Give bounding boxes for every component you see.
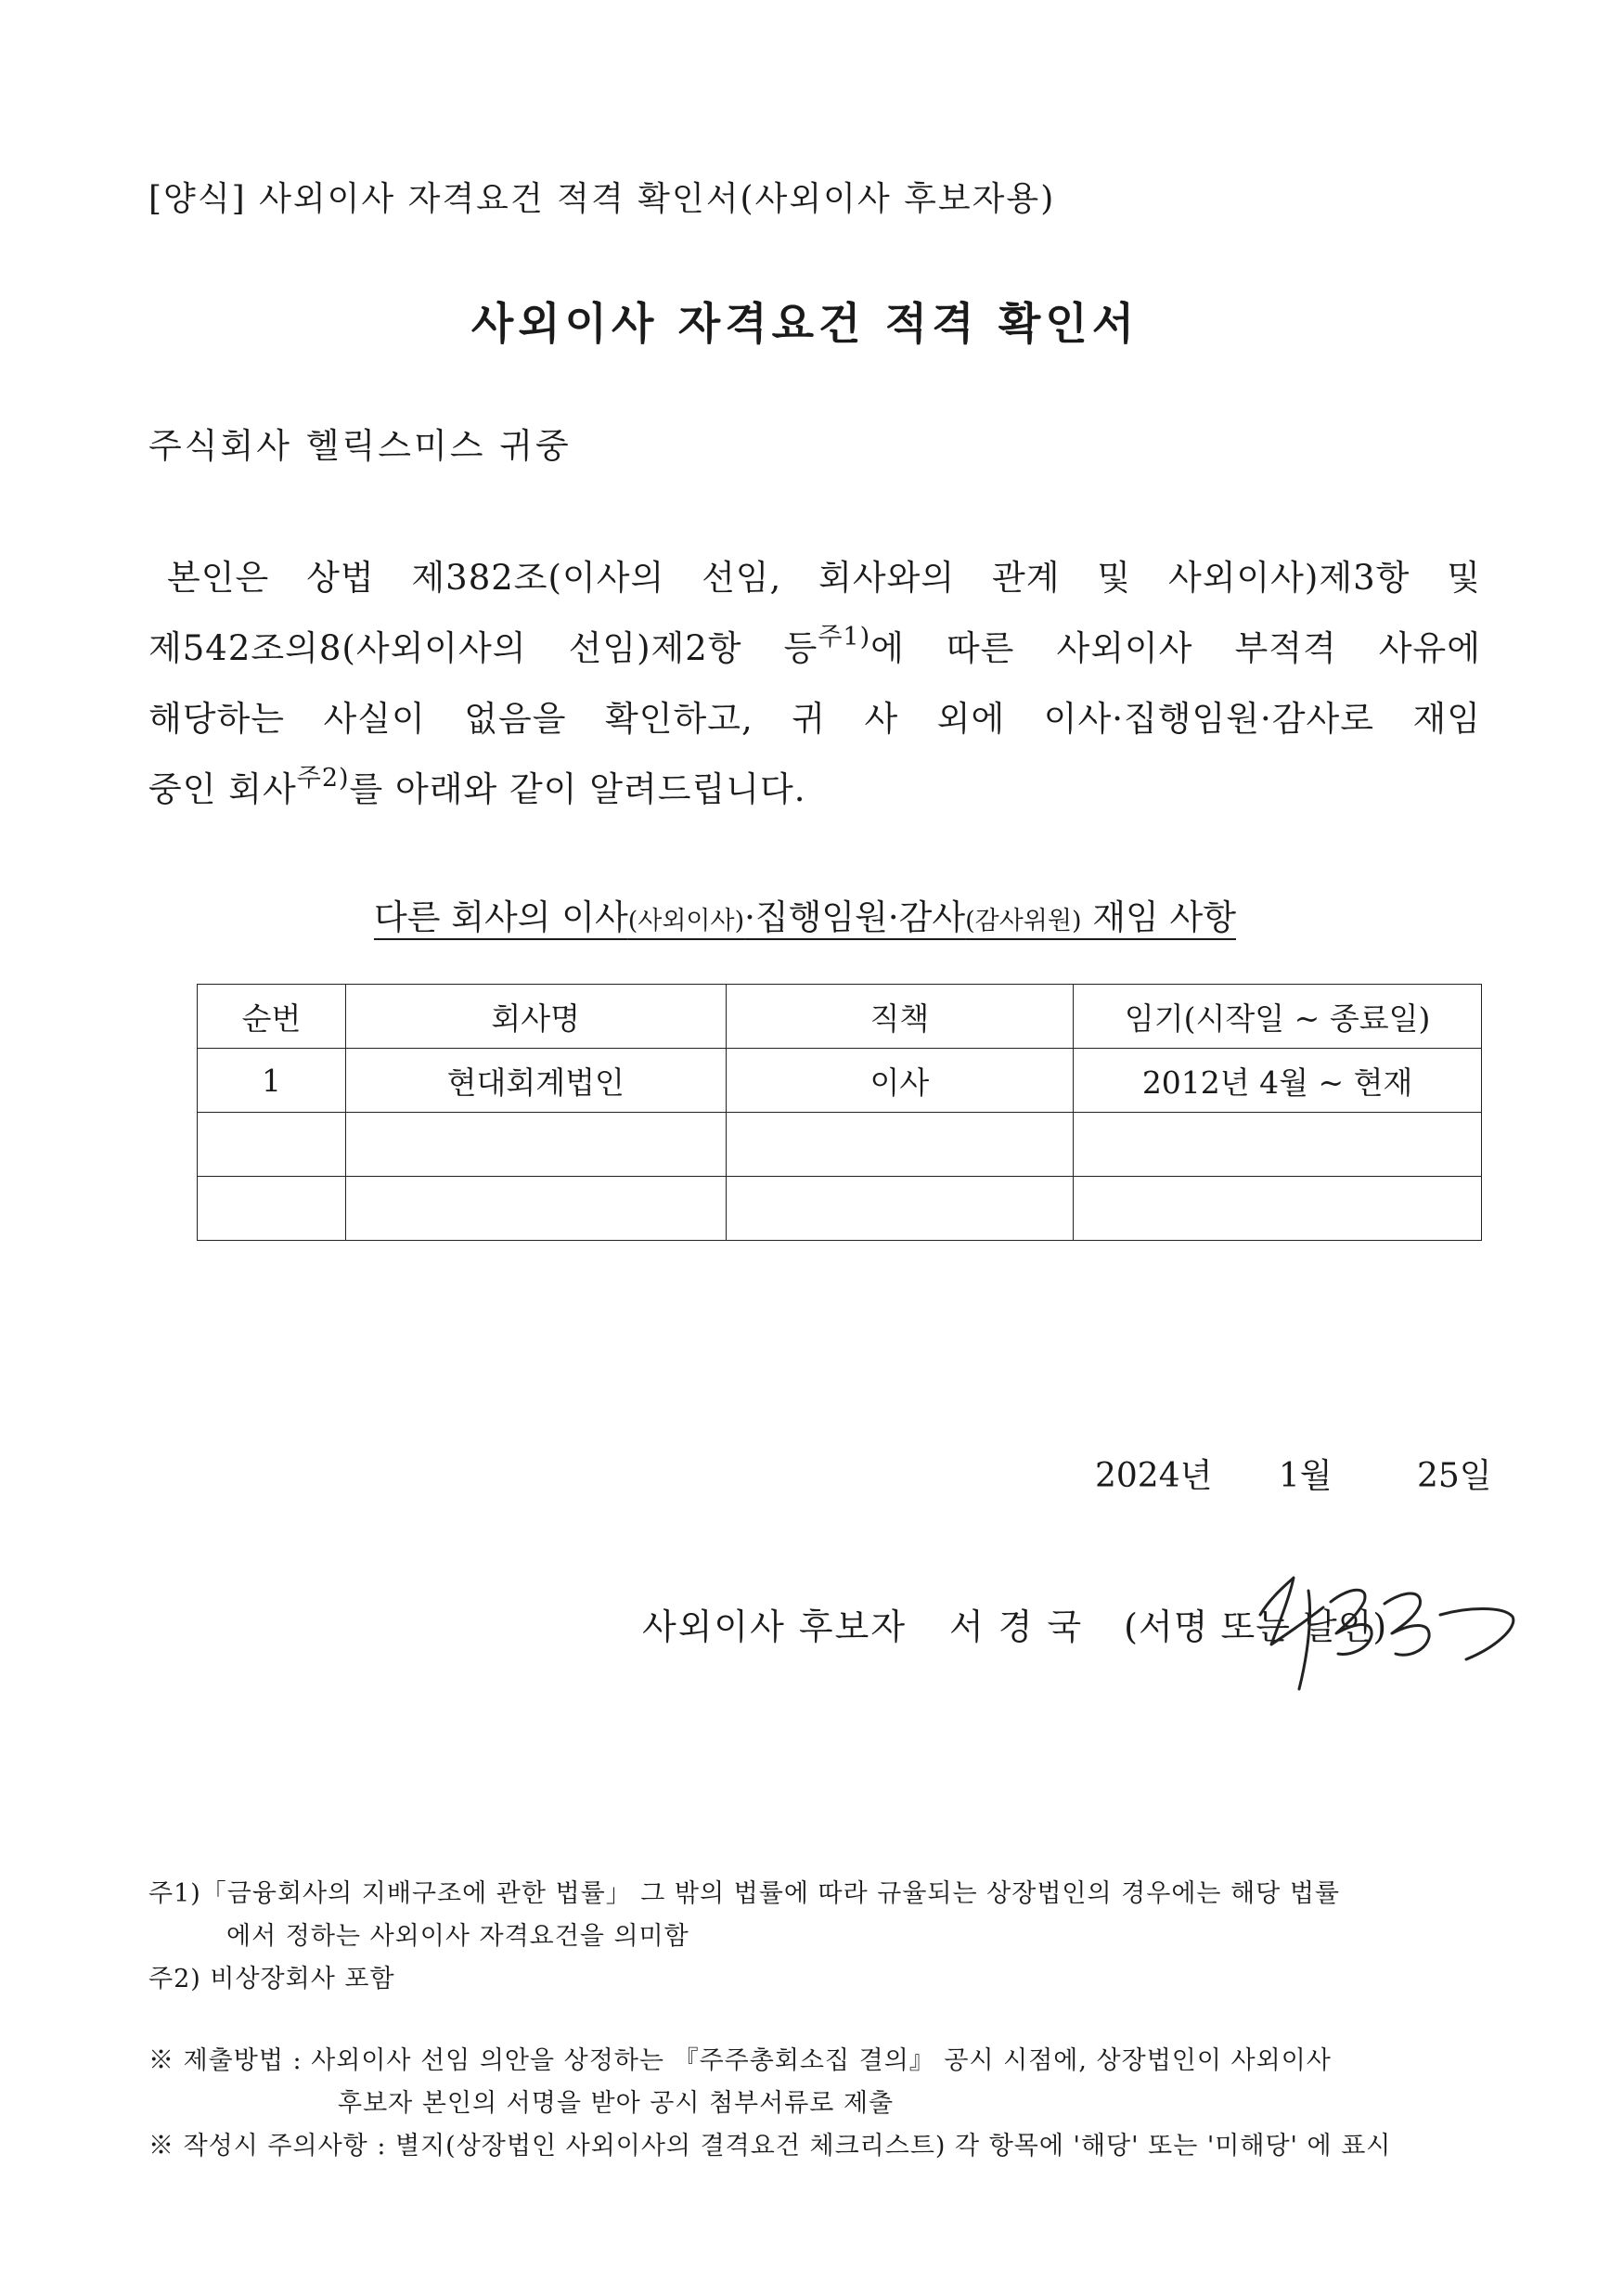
signer-name: 서경국: [949, 1606, 1097, 1647]
table-header-row: [198, 985, 1482, 1049]
date-year: 2024년: [1095, 1457, 1213, 1495]
section-title-sub-2: (감사위원): [965, 907, 1082, 935]
header-seq: 순번: [198, 985, 346, 1049]
footnote-2: 주2) 비상장회사 포함: [148, 1965, 395, 1993]
cell-position: 이사: [726, 1049, 1074, 1113]
cell-seq: 1: [198, 1049, 346, 1113]
footnote-ref-1: 주1): [818, 623, 871, 651]
cell-term: [1074, 1113, 1482, 1177]
table-row: [198, 1113, 1482, 1177]
section-title-sub-1: (사외이사): [627, 907, 745, 935]
body-line-2: [148, 620, 1481, 670]
footnote-1-line-1: 주1)「금융회사의 지배구조에 관한 법률」 그 밖의 법률에 따라 규율되는 상장법인의 경우에는 해당 법률: [148, 1879, 1340, 1908]
signature-label: (서명 또는 날인): [1124, 1606, 1388, 1647]
handwritten-signature: [1234, 1559, 1540, 1698]
cell-company: 현대회계법인: [345, 1049, 726, 1113]
cell-term: [1074, 1177, 1482, 1241]
document-title: 사외이사 자격요건 적격 확인서: [470, 299, 1140, 350]
body-line-2-text-a: 제542조의8(사외이사의 선임)제2항 등: [148, 628, 818, 668]
section-title-underlined: [374, 897, 1236, 937]
addressee: 주식회사 헬릭스미스 귀중: [148, 426, 572, 466]
section-title-part-3: 재임 사항: [1081, 897, 1236, 937]
body-line-3: 해당하는 사실이 없음을 확인하고, 귀 사 외에 이사·집행임원·감사로 재임: [148, 699, 1481, 739]
header-company: 회사명: [345, 985, 726, 1049]
submission-method-line-2: 후보자 본인의 서명을 받아 공시 첨부서류로 제출: [338, 2089, 895, 2118]
footnote-ref-2: 주2): [296, 764, 350, 793]
body-line-2-text-b: 에 따른 사외이사 부적격 사유에: [870, 628, 1481, 668]
section-title-part-2: ·집행임원·감사: [744, 897, 966, 937]
date-month: 1월: [1278, 1457, 1333, 1495]
header-position: 직책: [726, 985, 1074, 1049]
writing-caution: ※ 작성시 주의사항 : 별지(상장법인 사외이사의 결격요건 체크리스트) 각 항목에 '해당' 또는 '미해당' 에 표시: [148, 2132, 1392, 2161]
date-day: 25일: [1417, 1457, 1492, 1495]
header-term: 임기(시작일 ~ 종료일): [1074, 985, 1482, 1049]
signer-role: 사외이사 후보자: [642, 1606, 908, 1647]
body-line-4: [148, 761, 805, 811]
footnote-1-line-2: 에서 정하는 사외이사 자격요건을 의미함: [226, 1922, 689, 1951]
cell-seq: [198, 1177, 346, 1241]
concurrent-positions-table: [197, 984, 1482, 1241]
section-title-part-1: 다른 회사의 이사: [373, 897, 628, 937]
cell-position: [726, 1177, 1074, 1241]
cell-term: 2012년 4월 ~ 현재: [1074, 1049, 1482, 1113]
body-line-4-text-b: 를 아래와 같이 알려드립니다.: [349, 769, 806, 809]
cell-position: [726, 1113, 1074, 1177]
submission-method-line-1: ※ 제출방법 : 사외이사 선임 의안을 상정하는 『주주총회소집 결의』 공시 시점에, 상장법인이 사외이사: [148, 2046, 1332, 2075]
cell-seq: [198, 1113, 346, 1177]
body-line-4-text-a: 중인 회사: [148, 769, 297, 809]
table-row: [198, 1177, 1482, 1241]
section-title: [0, 889, 1610, 939]
cell-company: [345, 1113, 726, 1177]
table-row: [198, 1049, 1482, 1113]
body-line-1: 본인은 상법 제382조(이사의 선임, 회사와의 관계 및 사외이사)제3항 및: [167, 558, 1481, 598]
form-label: [양식] 사외이사 자격요건 적격 확인서(사외이사 후보자용): [148, 180, 1056, 218]
date-line: [1095, 1450, 1492, 1497]
cell-company: [345, 1177, 726, 1241]
